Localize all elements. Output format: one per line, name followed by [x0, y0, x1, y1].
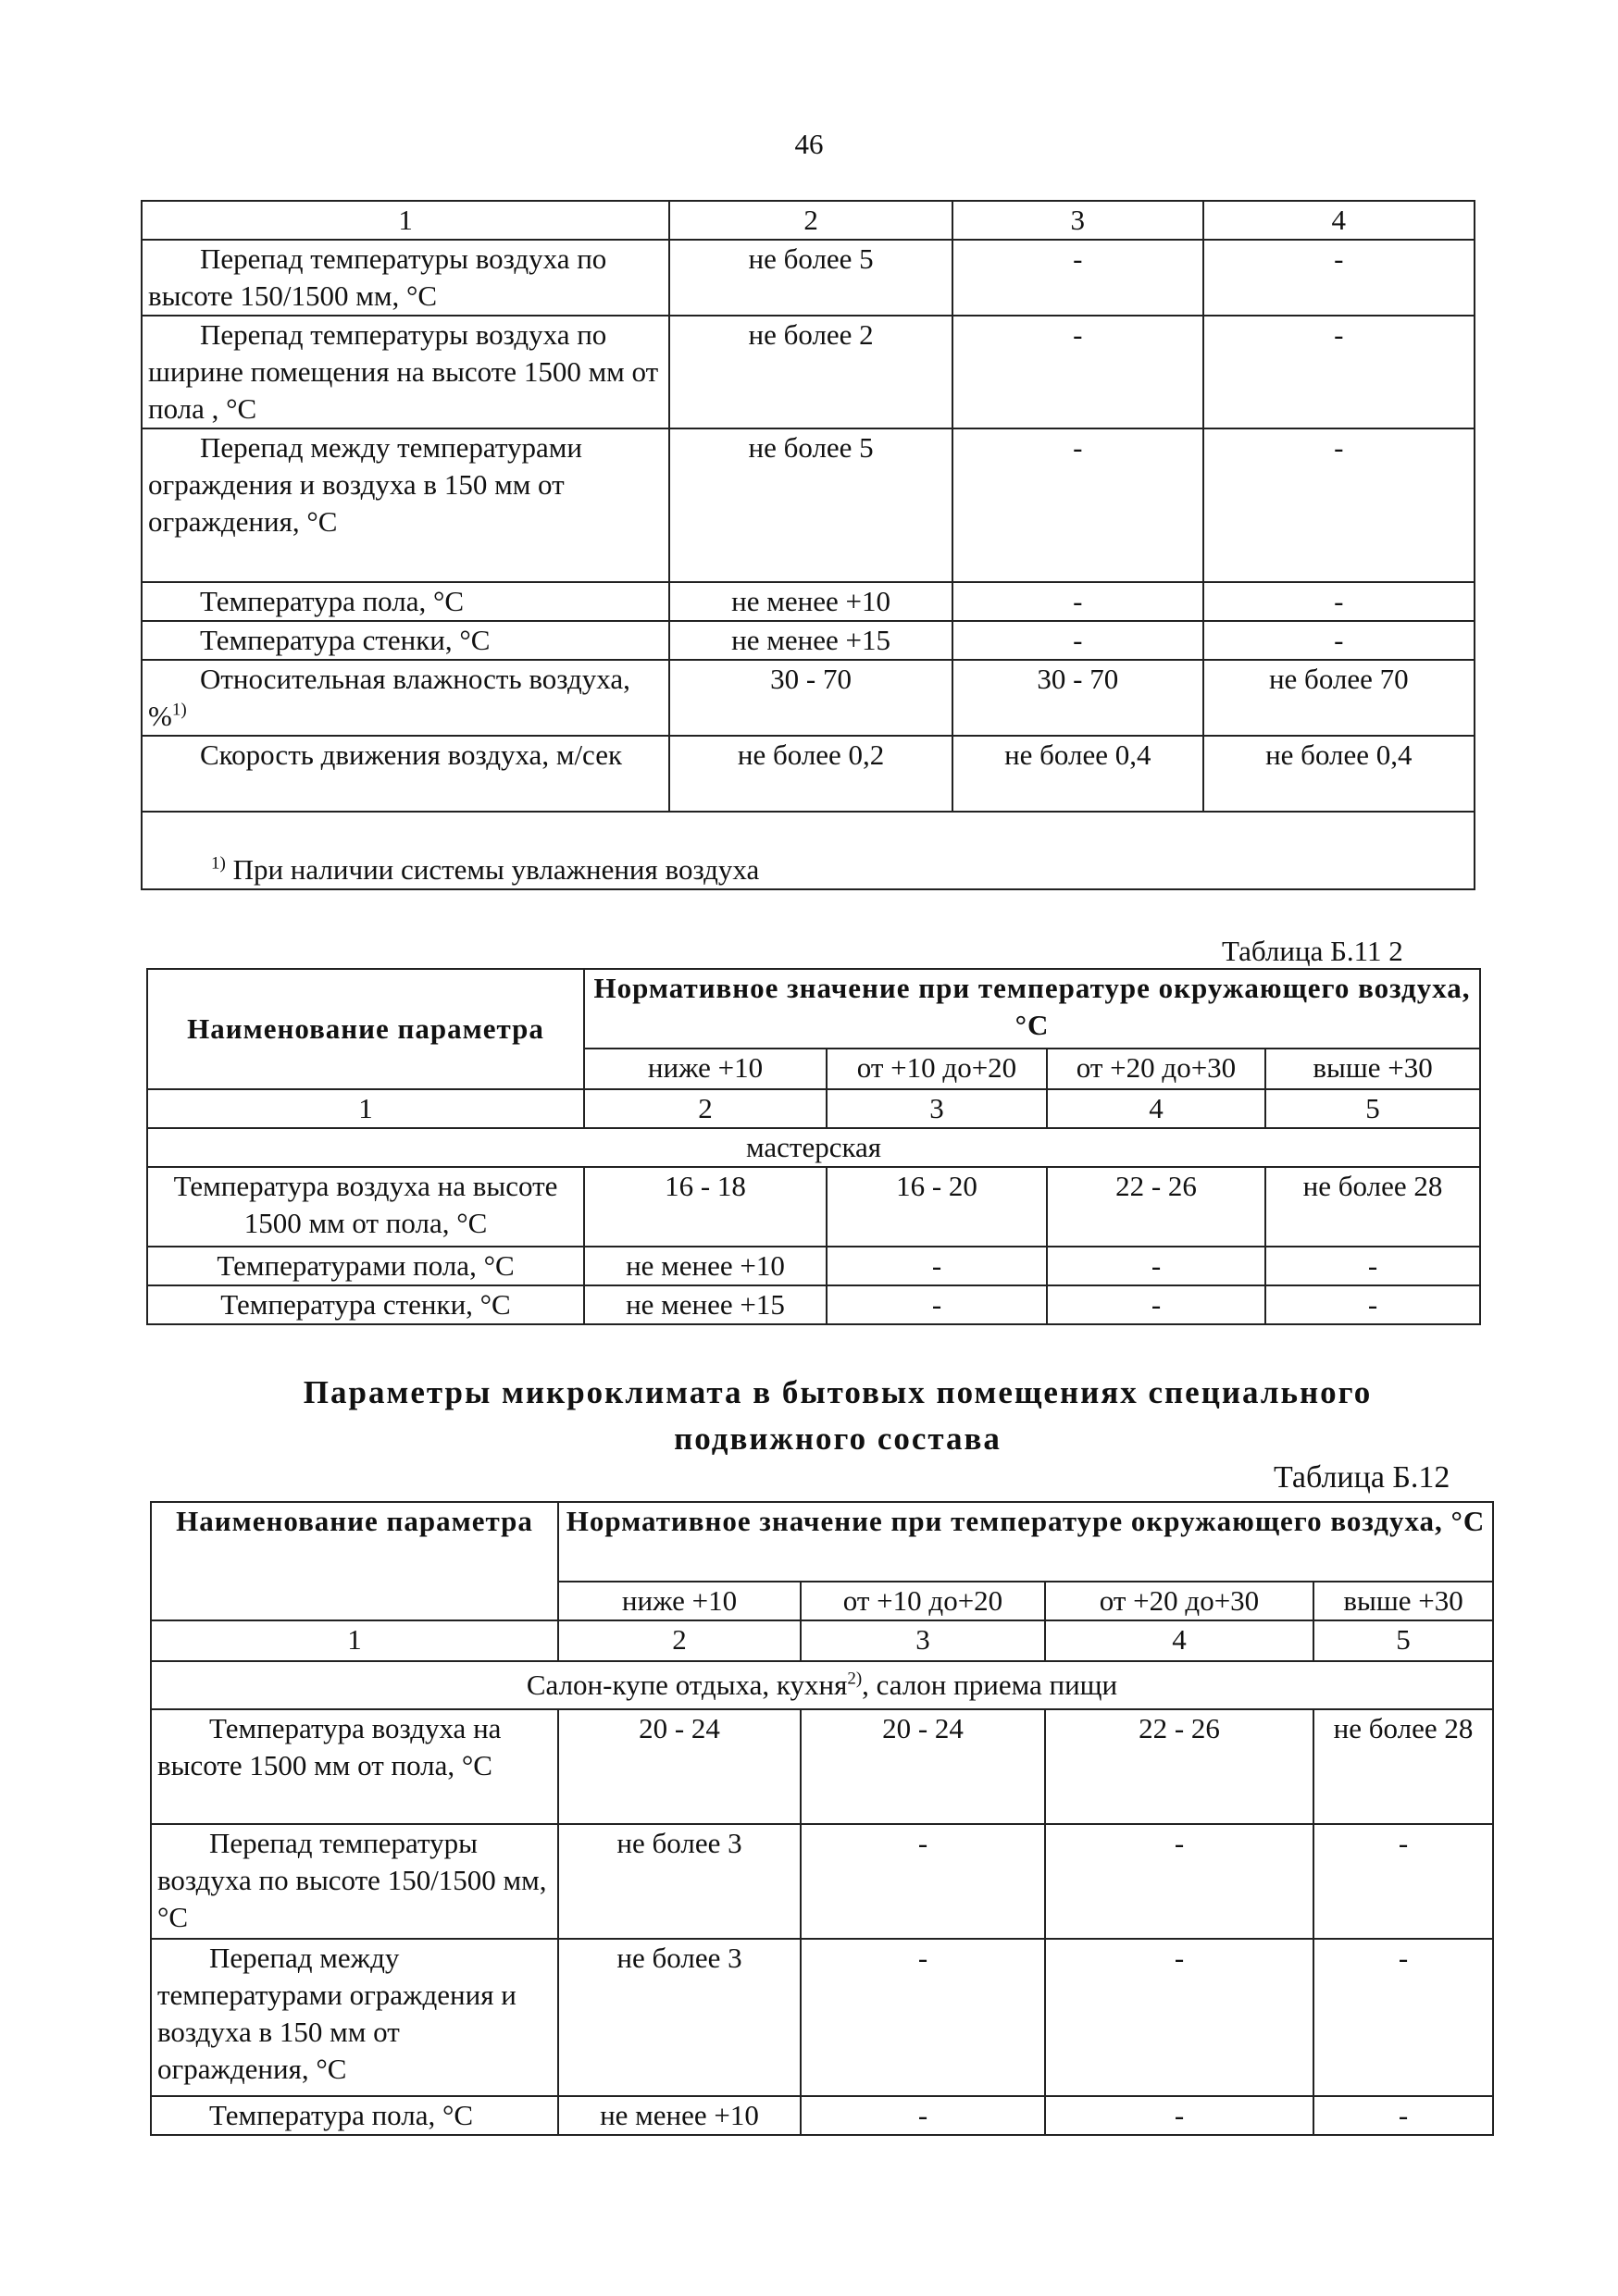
range-header: от +20 до+30 — [1045, 1582, 1313, 1620]
value-cell: - — [801, 2096, 1045, 2135]
value-cell: 30 - 70 — [952, 660, 1203, 736]
value-cell: не менее +15 — [584, 1285, 827, 1324]
value-cell: не более 3 — [558, 1824, 801, 1939]
column-number: 1 — [151, 1620, 558, 1661]
parameter-header: Наименование параметра — [147, 969, 584, 1089]
page-number: 46 — [794, 128, 824, 160]
value-cell: - — [1045, 2096, 1313, 2135]
section-label — [151, 1661, 1493, 1709]
table-row — [142, 316, 1475, 428]
value-cell: - — [1203, 621, 1475, 660]
value-cell: - — [827, 1247, 1047, 1285]
table-caption: Таблица Б.12 — [1274, 1460, 1450, 1495]
value-cell: не более 3 — [558, 1939, 801, 2096]
value-cell: 20 - 24 — [558, 1709, 801, 1824]
range-header: выше +30 — [1265, 1049, 1480, 1089]
parameter-name: Перепад между температурами ограждения и воздуха в 150 мм от ограждения, °С — [142, 428, 669, 582]
column-number: 2 — [584, 1089, 827, 1128]
range-header: от +10 до+20 — [801, 1582, 1045, 1620]
parameter-name: Температура стенки, °С — [142, 621, 669, 660]
table-b12 — [150, 1501, 1494, 2136]
value-cell: - — [1265, 1285, 1480, 1324]
range-header: ниже +10 — [584, 1049, 827, 1089]
value-cell: не менее +15 — [669, 621, 952, 660]
footnote-reference: 1) — [171, 700, 187, 720]
parameter-name: Перепад температуры воздуха по ширине помещения на высоте 1500 мм от пола , °С — [142, 316, 669, 428]
value-cell: - — [1047, 1247, 1265, 1285]
value-cell: не более 0,2 — [669, 736, 952, 812]
table-row — [151, 1939, 1493, 2096]
value-cell: 16 - 20 — [827, 1167, 1047, 1247]
column-number: 1 — [142, 201, 669, 240]
value-cell: - — [952, 582, 1203, 621]
section-label-text: , салон приема пищи — [862, 1669, 1118, 1701]
table-row — [147, 1247, 1480, 1285]
parameter-name: Температура пола, °С — [151, 2096, 558, 2135]
value-cell: - — [952, 316, 1203, 428]
parameter-name-text: Относительная влажность воздуха, % — [148, 663, 630, 732]
table-row — [142, 660, 1475, 736]
parameter-name: Температура пола, °С — [142, 582, 669, 621]
section-label-text: Салон-купе отдыха, кухня — [526, 1669, 848, 1701]
value-cell: - — [1313, 1939, 1493, 2096]
value-cell: - — [1313, 1824, 1493, 1939]
value-cell: не более 28 — [1313, 1709, 1493, 1824]
value-cell: не более 70 — [1203, 660, 1475, 736]
value-cell: - — [952, 621, 1203, 660]
group-header: Нормативное значение при температуре окружающего воздуха, °С — [558, 1502, 1493, 1582]
column-number: 3 — [952, 201, 1203, 240]
column-number: 4 — [1203, 201, 1475, 240]
section-row — [147, 1128, 1480, 1167]
column-number: 2 — [669, 201, 952, 240]
column-number: 4 — [1047, 1089, 1265, 1128]
table-row — [151, 1709, 1493, 1824]
value-cell: 30 - 70 — [669, 660, 952, 736]
parameter-name: Температура воздуха на высоте 1500 мм от пола, °С — [147, 1167, 584, 1247]
parameter-name: Температурами пола, °С — [147, 1247, 584, 1285]
parameter-name — [142, 660, 669, 736]
value-cell: 20 - 24 — [801, 1709, 1045, 1824]
range-header: от +20 до+30 — [1047, 1049, 1265, 1089]
table-row — [142, 736, 1475, 812]
value-cell: - — [952, 240, 1203, 316]
table-row — [142, 582, 1475, 621]
table-row — [142, 621, 1475, 660]
group-header: Нормативное значение при температуре окружающего воздуха, °С — [584, 969, 1480, 1049]
section-label: мастерская — [147, 1128, 1480, 1167]
table-caption: Таблица Б.11 2 — [1222, 935, 1403, 967]
footnote-reference: 2) — [847, 1669, 863, 1689]
parameter-name: Перепад температуры воздуха по высоте 150/1500 мм, °С — [151, 1824, 558, 1939]
table-continued — [141, 200, 1475, 890]
column-number: 5 — [1265, 1089, 1480, 1128]
column-number: 3 — [827, 1089, 1047, 1128]
parameter-name: Перепад между температурами ограждения и воздуха в 150 мм от ограждения, °С — [151, 1939, 558, 2096]
range-header: ниже +10 — [558, 1582, 801, 1620]
value-cell: - — [1265, 1247, 1480, 1285]
parameter-name: Скорость движения воздуха, м/сек — [142, 736, 669, 812]
value-cell: 16 - 18 — [584, 1167, 827, 1247]
table-row — [142, 428, 1475, 582]
footnote-cell — [142, 812, 1475, 889]
value-cell: не менее +10 — [669, 582, 952, 621]
column-number: 1 — [147, 1089, 584, 1128]
value-cell: не более 0,4 — [1203, 736, 1475, 812]
value-cell: 22 - 26 — [1047, 1167, 1265, 1247]
column-number: 2 — [558, 1620, 801, 1661]
header-row — [147, 969, 1480, 1049]
value-cell: - — [1203, 240, 1475, 316]
parameter-header: Наименование параметра — [151, 1502, 558, 1620]
parameter-name: Температура стенки, °С — [147, 1285, 584, 1324]
column-number: 3 — [801, 1620, 1045, 1661]
value-cell: - — [1313, 2096, 1493, 2135]
column-number-row — [151, 1620, 1493, 1661]
section-heading-line: Параметры микроклимата в бытовых помещениях специального — [303, 1374, 1373, 1410]
value-cell: не более 5 — [669, 240, 952, 316]
footnote-mark: 1) — [211, 853, 226, 874]
parameter-name: Перепад температуры воздуха по высоте 150/1500 мм, °С — [142, 240, 669, 316]
section-row — [151, 1661, 1493, 1709]
value-cell: - — [1203, 428, 1475, 582]
column-number: 4 — [1045, 1620, 1313, 1661]
table-row — [147, 1285, 1480, 1324]
value-cell: - — [827, 1285, 1047, 1324]
column-number: 5 — [1313, 1620, 1493, 1661]
value-cell: не более 28 — [1265, 1167, 1480, 1247]
value-cell: не менее +10 — [584, 1247, 827, 1285]
table-row — [147, 1167, 1480, 1247]
footnote-row — [142, 812, 1475, 889]
value-cell: - — [801, 1939, 1045, 2096]
table-row — [151, 2096, 1493, 2135]
value-cell: - — [1203, 316, 1475, 428]
table-row — [142, 240, 1475, 316]
table-row — [151, 1824, 1493, 1939]
column-number-row — [142, 201, 1475, 240]
value-cell: - — [801, 1824, 1045, 1939]
range-header: от +10 до+20 — [827, 1049, 1047, 1089]
parameter-name: Температура воздуха на высоте 1500 мм от пола, °С — [151, 1709, 558, 1824]
value-cell: - — [1045, 1939, 1313, 2096]
value-cell: не более 5 — [669, 428, 952, 582]
value-cell: 22 - 26 — [1045, 1709, 1313, 1824]
value-cell: не более 2 — [669, 316, 952, 428]
table-b11-2 — [146, 968, 1481, 1325]
column-number-row — [147, 1089, 1480, 1128]
value-cell: - — [1045, 1824, 1313, 1939]
value-cell: - — [1203, 582, 1475, 621]
footnote-text: При наличии системы увлажнения воздуха — [232, 853, 760, 886]
section-heading — [167, 1370, 1509, 1462]
value-cell: - — [1047, 1285, 1265, 1324]
range-header: выше +30 — [1313, 1582, 1493, 1620]
header-row — [151, 1502, 1493, 1582]
value-cell: не более 0,4 — [952, 736, 1203, 812]
value-cell: - — [952, 428, 1203, 582]
value-cell: не менее +10 — [558, 2096, 801, 2135]
section-heading-line: подвижного состава — [674, 1421, 1002, 1457]
